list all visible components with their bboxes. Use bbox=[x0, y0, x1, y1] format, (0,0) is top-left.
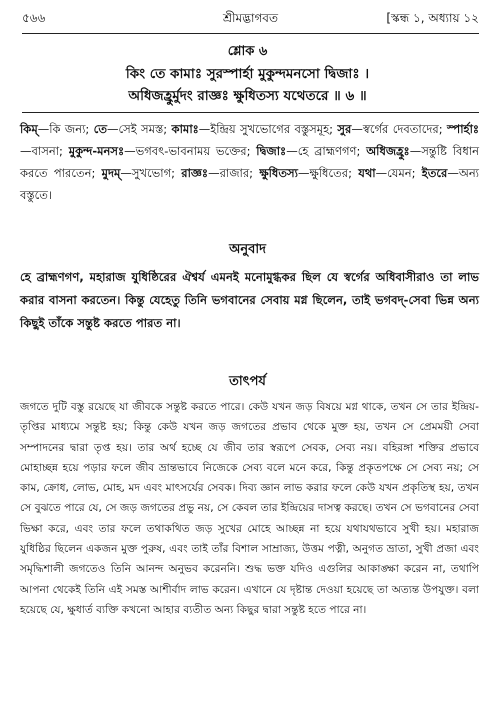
word-meaning: স্বর্গের দেবতাদের; bbox=[362, 122, 443, 136]
section-reference: [স্কন্ধ ১, অধ্যায় ১২ bbox=[386, 11, 479, 25]
verse-line-1: কিং তে কামাঃ সুরস্পার্হা মুকুন্দমনসো দ্বিজাঃ । bbox=[125, 66, 370, 82]
word-term: কামাঃ bbox=[171, 122, 199, 136]
word-meaning: অন্য বস্তুতে। bbox=[20, 166, 480, 202]
purport-text: জগতে দুটি বস্তু রয়েছে যা জীবকে সন্তুষ্ট করতে পারে। কেউ যখন জড় বিষয়ে মগ্ন থাকে, তখন সে তার ইন্দ্রিয়-তৃপ্তির মাধ্যমে সন্তুষ্ট হয়; কিন্তু কেউ যখন জড় জগতের প্রভাব থেকে মুক্ত হয়, তখন সে প্রেমময়ী সেবা সম্পাদনের দ্বারা তৃপ্ত হয়। তার অর্থ হচ্ছে যে জীব তার স্বরূপে সেবক, সেব্য নয়। বহিরঙ্গা শক্তির প্রভাবে মোহাচ্ছন্ন হয়ে পড়ার ফলে জীব ভ্রান্তভাবে নিজেকে সেব্য বলে মনে করে, কিন্তু প্রকৃতপক্ষে সে সেব্য নয়; সে কাম, ক্রোধ, লোভ, মোহ, মদ এবং মাৎসর্যের সেবক। দিব্য জ্ঞান লাভ করার ফলে কেউ যখন প্রকৃতিস্থ হয়, তখন সে বুঝতে পারে যে, সে জড় জগতের প্রভু নয়, সে কেবল তার ইন্দ্রিয়ের দাসত্ব করছে। তখন সে ভগবানের সেবা ভিক্ষা করে, এবং তার ফলে তথাকথিত জড় সুখের মোহে আচ্ছন্ন না হয়ে যথাযথভাবে সুখী হয়। মহারাজ যুধিষ্ঠির ছিলেন একজন মুক্ত পুরুষ, এবং তাই তাঁর বিশাল সাম্রাজ্য, উত্তম পত্নী, অনুগত ভ্রাতা, সুখী প্রজা এবং সমৃদ্ধিশালী জগতেও তিনি আনন্দ অনুভব করেননি। শুদ্ধ ভক্ত যদিও এগুলির আকাঙ্ক্ষা করেন না, তথাপি আপনা থেকেই তিনি এই সমস্ত আশীর্বাদ লাভ করেন। এখানে যে দৃষ্টান্ত দেওয়া হয়েছে তা অত্যন্ত উপযুক্ত। বলা হয়েছে যে, ক্ষুধার্ত ব্যক্তি কখনো আহার ব্যতীত অন্য কিছুর দ্বারা সন্তুষ্ট হতে পারে না। bbox=[20, 401, 479, 616]
page-header bbox=[22, 10, 479, 30]
purport-heading: তাৎপর্য bbox=[229, 374, 266, 389]
word-meaning: যেমন; bbox=[387, 166, 416, 180]
word-meaning: কি জন্য; bbox=[49, 122, 90, 136]
verse-rule bbox=[22, 112, 479, 113]
translation-text: হে ব্রাহ্মণগণ, মহারাজ যুধিষ্ঠিরের ঐশ্বর্য এমনই মনোমুগ্ধকর ছিল যে স্বর্গের অধিবাসীরাও তা লাভ করার বাসনা করতেন। কিন্তু যেহেতু তিনি ভগবানের সেবায় মগ্ন ছিলেন, তাই ভগবদ্-সেবা ভিন্ন অন্য কিছুই তাঁকে সন্তুষ্ট করতে পারত না। bbox=[20, 270, 479, 330]
word-term: যথা bbox=[358, 166, 376, 180]
word-term: মুকুন্দ-মনসঃ bbox=[68, 144, 125, 158]
word-meaning: বাসনা; bbox=[31, 144, 63, 158]
translation-heading: অনুবাদ bbox=[229, 242, 266, 257]
word-meaning: ক্ষুধিতের; bbox=[309, 166, 352, 180]
word-term: ক্ষুধিতস্য bbox=[259, 166, 298, 180]
word-term: কিম্ bbox=[20, 122, 38, 136]
word-term: সুর bbox=[337, 122, 352, 136]
verse-line-2: অধিজহ্রুর্মুদং রাজ্ঞঃ ক্ষুধিতস্য যথেতরে ॥ ৬ ॥ bbox=[128, 88, 367, 104]
word-term: রাজ্ঞঃ bbox=[181, 166, 209, 180]
running-title: শ্রীমদ্ভাগবত bbox=[222, 11, 278, 25]
header-rule bbox=[22, 33, 479, 34]
word-meanings: কিম্—কি জন্য; তে—সেই সমস্ত; কামাঃ—ইন্দ্রিয় সুখভোগের বস্তুসমূহ; সুর—স্বর্গের দেবতাদের; স্পার্হাঃ—বাসনা; মুকুন্দ-মনসঃ—ভগবৎ-ভাবনাময় ভক্তের; দ্বিজাঃ—হে ব্রাহ্মণগণ; অধিজহ্রুঃ—সন্তুষ্টি বিধান করতে পারতেন; মুদম্—সুখভোগ; রাজ্ঞঃ—রাজার; ক্ষুধিতস্য—ক্ষুধিতের; যথা—যেমন; ইতরে—অন্য বস্তুতে। bbox=[20, 122, 480, 202]
word-meaning: রাজার; bbox=[219, 166, 254, 180]
word-meaning: সন্তুষ্টি বিধান করতে পারতেন; bbox=[20, 144, 480, 180]
page-number: ৫৬৬ bbox=[22, 11, 46, 25]
word-term: ইতরে bbox=[421, 166, 448, 180]
word-term: স্পার্হাঃ bbox=[447, 122, 480, 136]
verse-heading: শ্লোক ৬ bbox=[227, 44, 268, 59]
word-meaning: সেই সমস্ত; bbox=[118, 122, 168, 136]
word-meaning: ভগবৎ-ভাবনাময় ভক্তের; bbox=[135, 144, 251, 158]
word-term: মুদম্ bbox=[101, 166, 121, 180]
word-meaning: সুখভোগ; bbox=[131, 166, 175, 180]
word-term: অধিজহ্রুঃ bbox=[366, 144, 410, 158]
word-meaning: ইন্দ্রিয় সুখভোগের বস্তুসমূহ; bbox=[210, 122, 334, 136]
word-term: দ্বিজাঃ bbox=[256, 144, 287, 158]
word-meaning: হে ব্রাহ্মণগণ; bbox=[297, 144, 361, 158]
word-term: তে bbox=[93, 122, 107, 136]
